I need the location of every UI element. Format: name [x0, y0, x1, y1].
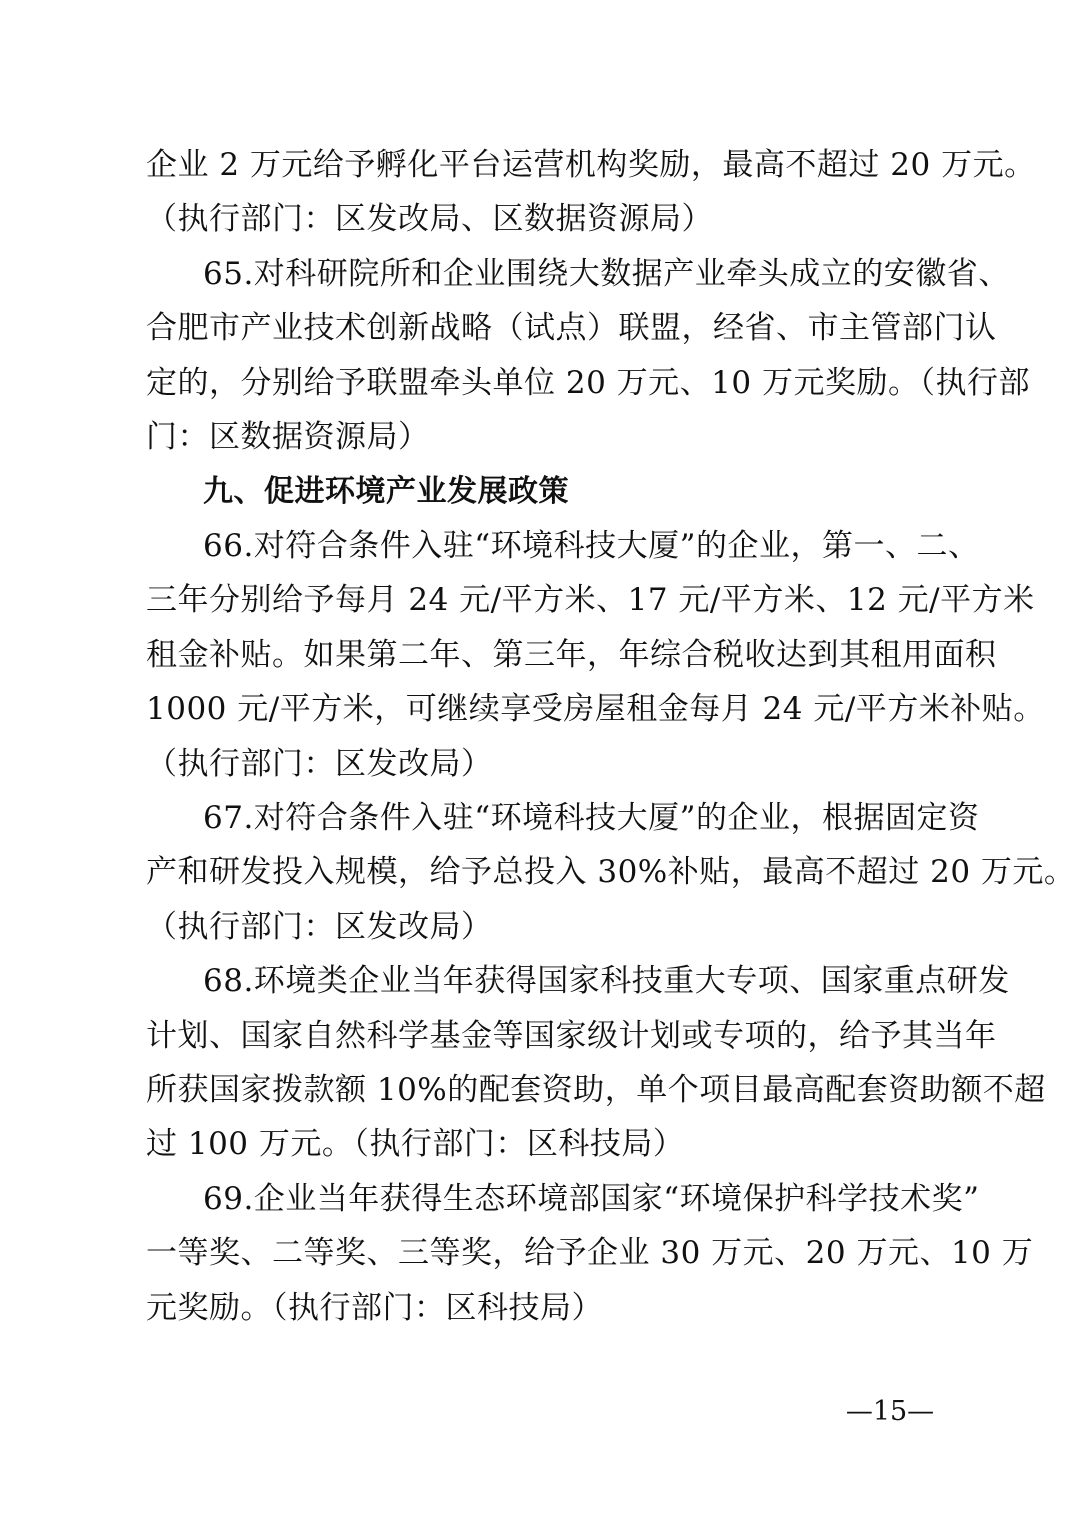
item-69-line-2: 一等奖、二等奖、三等奖，给予企业 30 万元、20 万元、10 万	[146, 1235, 1034, 1271]
item-67-line-2: 产和研发投入规模，给予总投入 30%补贴，最高不超过 20 万元。	[146, 854, 1076, 890]
item-68-line-3: 所获国家拨款额 10%的配套资助，单个项目最高配套资助额不超	[146, 1072, 1046, 1108]
item-66-line-4: 1000 元/平方米，可继续享受房屋租金每月 24 元/平方米补贴。	[146, 691, 1045, 727]
text-line-1: 企业 2 万元给予孵化平台运营机构奖励，最高不超过 20 万元。	[146, 147, 1036, 183]
item-66-line-3: 租金补贴。如果第二年、第三年，年综合税收达到其租用面积	[146, 637, 997, 673]
item-69-line-3: 元奖励。（执行部门：区科技局）	[146, 1290, 603, 1326]
item-68-line-4: 过 100 万元。（执行部门：区科技局）	[146, 1126, 685, 1162]
text-line-2: （执行部门：区发改局、区数据资源局）	[146, 201, 713, 237]
item-66-line-1: 66.对符合条件入驻“环境科技大厦”的企业，第一、二、	[203, 528, 980, 564]
item-65-line-1: 65.对科研院所和企业围绕大数据产业牵头成立的安徽省、	[203, 256, 1010, 292]
item-65-line-2: 合肥市产业技术创新战略（试点）联盟，经省、市主管部门认	[146, 310, 997, 346]
item-68-line-2: 计划、国家自然科学基金等国家级计划或专项的，给予其当年	[146, 1018, 997, 1054]
item-66-line-5: （执行部门：区发改局）	[146, 746, 493, 782]
item-69-line-1: 69.企业当年获得生态环境部国家“环境保护科学技术奖”	[203, 1181, 980, 1217]
section-heading: 九、促进环境产业发展政策	[203, 474, 569, 509]
item-66-line-2: 三年分别给予每月 24 元/平方米、17 元/平方米、12 元/平方米	[146, 582, 1035, 618]
item-67-line-1: 67.对符合条件入驻“环境科技大厦”的企业，根据固定资	[203, 800, 980, 836]
item-68-line-1: 68.环境类企业当年获得国家科技重大专项、国家重点研发	[203, 963, 1010, 999]
item-65-line-3: 定的，分别给予联盟牵头单位 20 万元、10 万元奖励。（执行部	[146, 365, 1030, 401]
item-65-line-4: 门：区数据资源局）	[146, 419, 430, 455]
page-number: —15—	[845, 1396, 935, 1427]
item-67-line-3: （执行部门：区发改局）	[146, 909, 493, 945]
